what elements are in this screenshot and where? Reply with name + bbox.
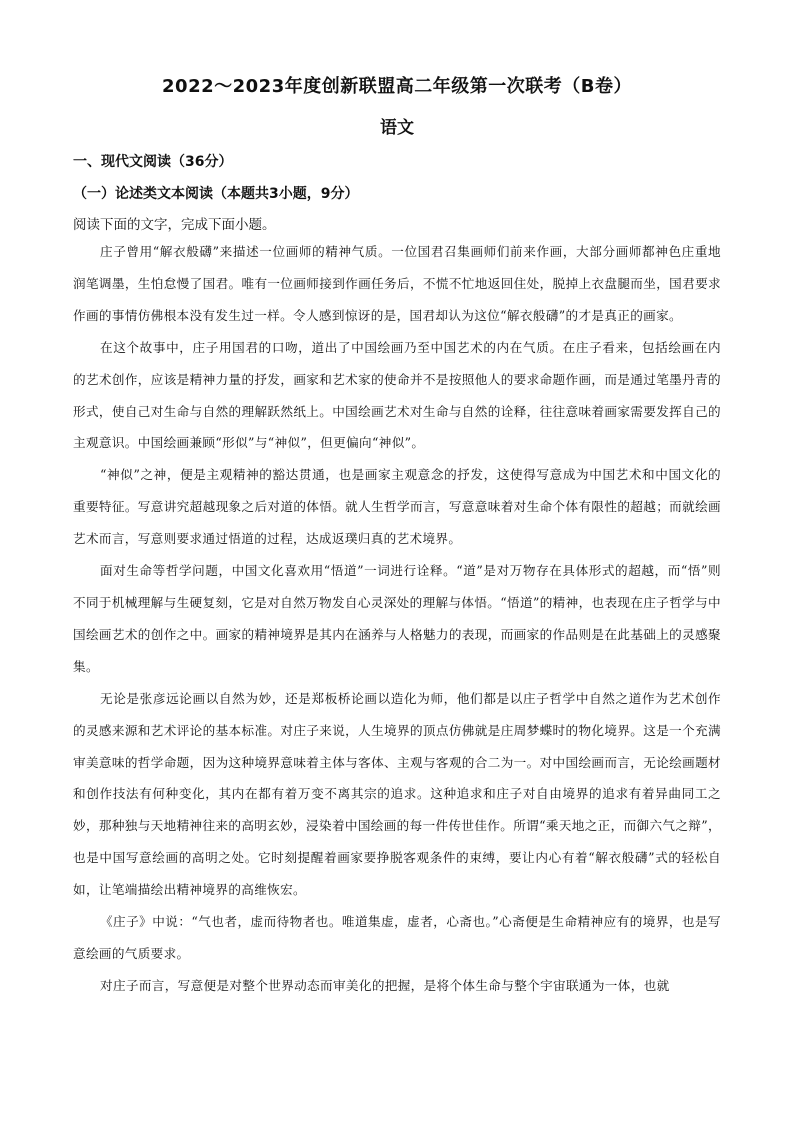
reading-instruction: 阅读下面的文字，完成下面小题。: [73, 217, 276, 233]
paragraph-5: 无论是张彦远论画以自然为妙，还是郑板桥论画以造化为师，他们都是以庄子哲学中自然之道作为艺术创作的灵感来源和艺术评论的基本标准。对庄子来说，人生境界的顶点仿佛就是庄周梦蝶时的物化境界。这是一个充满审美意味的哲学命题，因为这种境界意味着主体与客体、主观与客观的合二为一。对中国绘画而言，无论绘画题材和创作技法有何种变化，其内在都有着万变不离其宗的追求。这种追求和庄子对自由境界的追求有着异曲同工之妙，那种独与天地精神往来的高明玄妙，浸染着中国绘画的每一件传世佳作。所谓“乘天地之正，而御六气之辩”，也是中国写意绘画的高明之处。它时刻提醒着画家要挣脱客观条件的束缚，要让内心有着“解衣般礴”式的轻松自如，让笔端描绘出精神境界的高维恢宏。: [73, 690, 721, 898]
paragraph-4: 面对生命等哲学问题，中国文化喜欢用“悟道”一词进行诠释。“道”是对万物存在具体形式的超越，而“悟”则不同于机械理解与生硬复刻，它是对自然万物发自心灵深处的理解与体悟。“悟道”的精神，也表现在庄子哲学与中国绘画艺术的创作之中。画家的精神境界是其内在涵养与人格魅力的表现，而画家的作品则是在此基础上的灵感聚集。: [73, 563, 721, 674]
article-body: [73, 236, 721, 1002]
subject-heading: 语文: [380, 118, 414, 138]
subsection-heading: （一）论述类文本阅读（本题共3小题，9分）: [73, 186, 359, 202]
paragraph-2: 在这个故事中，庄子用国君的口吻，道出了中国绘画乃至中国艺术的内在气质。在庄子看来，包括绘画在内的艺术创作，应该是精神力量的抒发，画家和艺术家的使命并不是按照他人的要求命题作画，而是通过笔墨丹青的形式，使自己对生命与自然的理解跃然纸上。中国绘画艺术对生命与自然的诠释，往往意味着画家需要发挥自己的主观意识。中国绘画兼顾“形似”与“神似”，但更偏向“神似”。: [73, 339, 721, 451]
paragraph-3: “神似”之神，便是主观精神的豁达贯通，也是画家主观意念的抒发，这使得写意成为中国艺术和中国文化的重要特征。写意讲究超越现象之后对道的体悟。就人生哲学而言，写意意味着对生命个体有限性的超越；而就绘画艺术而言，写意则要求通过悟道的过程，达成返璞归真的艺术境界。: [73, 467, 721, 547]
paragraph-6: 《庄子》中说：“气也者，虚而待物者也。唯道集虚，虚者，心斋也。”心斋便是生命精神应有的境界，也是写意绘画的气质要求。: [73, 914, 721, 961]
paragraph-1: 庄子曾用“解衣般礴”来描述一位画师的精神气质。一位国君召集画师们前来作画，大部分画师都神色庄重地润笔调墨，生怕怠慢了国君。唯有一位画师接到作画任务后，不慌不忙地返回住处，脱掉上衣盘腿而坐，国君要求作画的事情仿佛根本没有发生过一样。令人感到惊讶的是，国君却认为这位“解衣般礴”的才是真正的画家。: [73, 244, 721, 323]
section-heading: 一、现代文阅读（36分）: [73, 154, 233, 170]
document-title: 2022～2023年度创新联盟高二年级第一次联考（B卷）: [162, 76, 632, 97]
paragraph-7: 对庄子而言，写意便是对整个世界动态而审美化的把握，是将个体生命与整个宇宙联通为一体，也就: [100, 977, 670, 993]
